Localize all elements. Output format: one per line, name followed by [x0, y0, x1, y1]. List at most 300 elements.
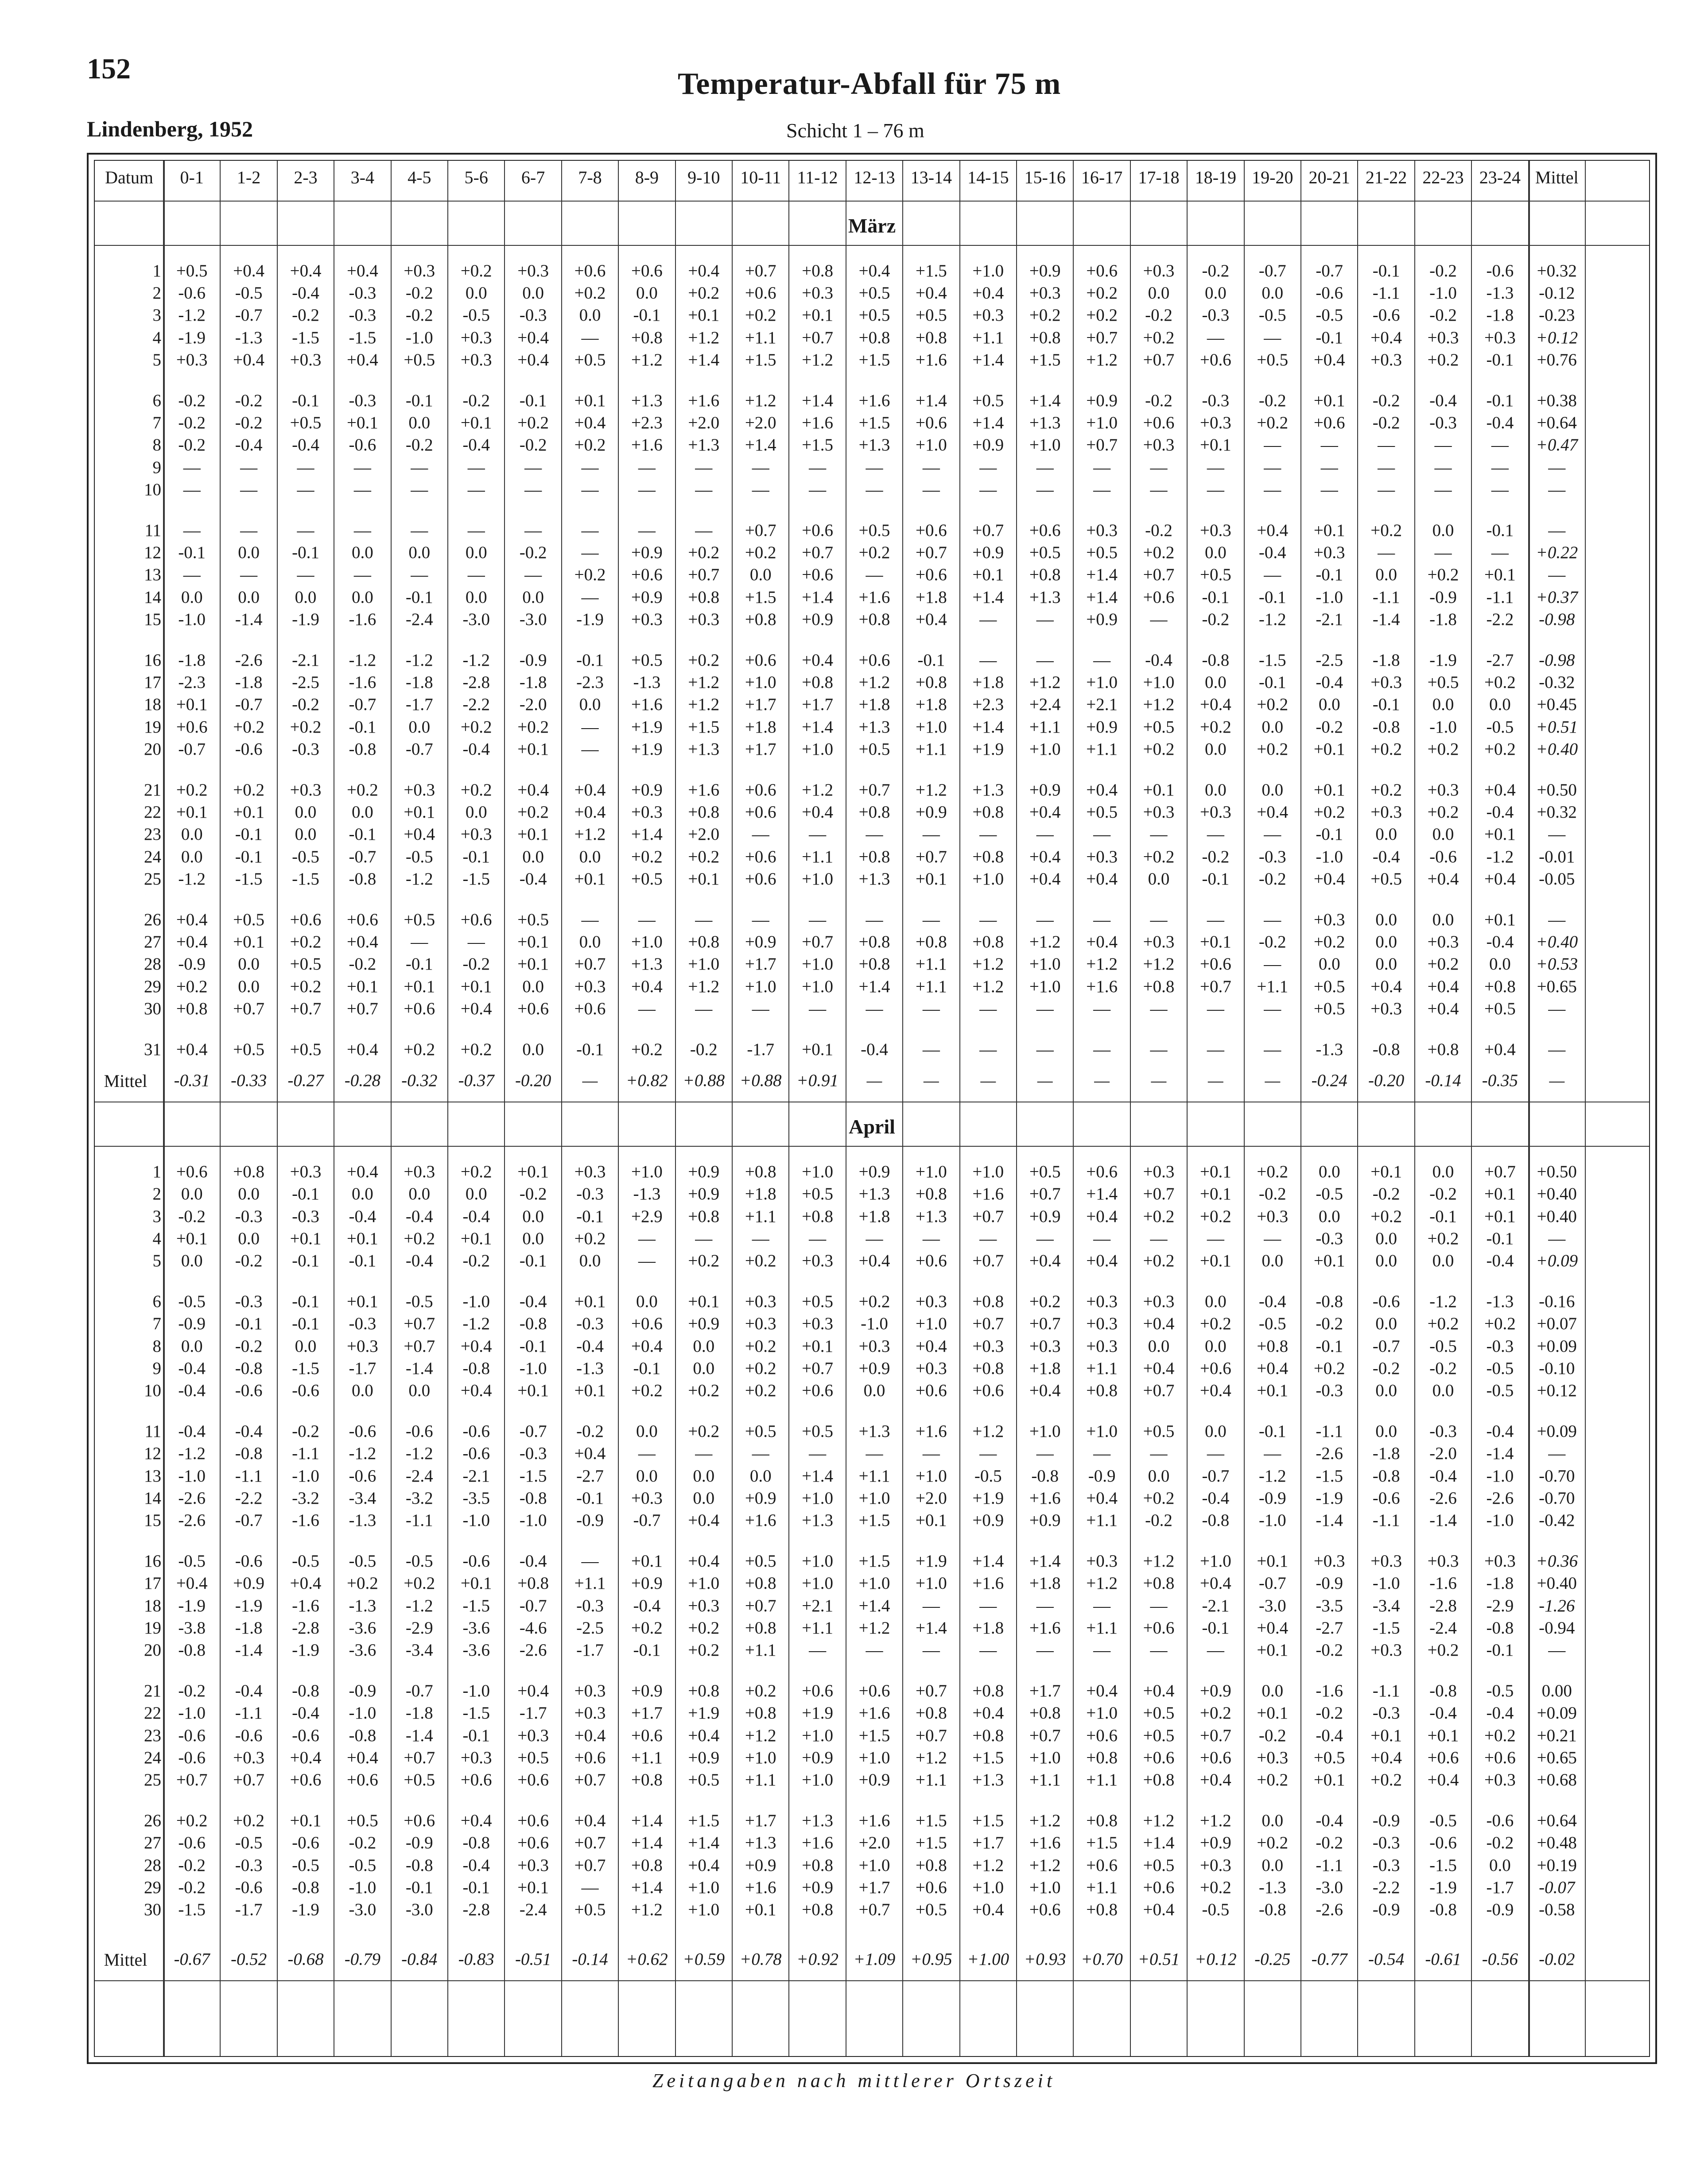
table-cell: +0.8	[802, 1855, 833, 1875]
table-cell: -0.4	[405, 1207, 433, 1226]
table-cell: 0.0	[1375, 910, 1397, 929]
table-cell: +0.2	[176, 780, 208, 799]
table-cell: -1.8	[405, 673, 433, 692]
table-cell: +0.07	[1537, 1314, 1577, 1334]
table-cell: —	[1036, 1596, 1054, 1615]
table-cell: +1.0	[802, 869, 833, 889]
table-cell: -0.1	[1486, 391, 1514, 410]
header-hour: 8-9	[635, 167, 659, 187]
table-cell: +0.4	[176, 1574, 208, 1593]
table-cell: +1.4	[858, 977, 890, 996]
table-cell: -0.7	[349, 847, 377, 866]
table-cell: +0.4	[290, 1748, 322, 1767]
table-cell: +2.0	[688, 825, 720, 844]
table-cell: +0.1	[688, 869, 720, 889]
table-cell: -0.16	[1539, 1292, 1575, 1311]
table-cell: -0.1	[235, 825, 263, 844]
table-cell: -1.5	[292, 1358, 319, 1378]
row-date: 31	[144, 1040, 161, 1059]
table-cell: +0.3	[1257, 1207, 1289, 1226]
table-cell: -1.2	[1258, 1466, 1286, 1486]
table-cell: —	[1036, 480, 1054, 499]
table-cell: +0.1	[517, 1381, 549, 1400]
table-cell: -0.2	[178, 1681, 206, 1701]
table-cell: -0.98	[1539, 609, 1575, 629]
table-cell: +0.1	[1143, 780, 1175, 799]
table-cell: -0.2	[1372, 413, 1400, 433]
table-cell: -0.2	[292, 695, 319, 714]
table-cell: -0.1	[1202, 1618, 1230, 1637]
table-cell: +0.2	[233, 1811, 264, 1831]
table-cell: +0.2	[1029, 1292, 1061, 1311]
table-cell: +0.6	[517, 1833, 549, 1853]
table-cell: -0.5	[292, 1855, 319, 1875]
table-cell: -0.6	[178, 283, 206, 303]
table-cell: -1.0	[519, 1358, 547, 1378]
row-date: 29	[144, 977, 161, 996]
table-cell: —	[1207, 328, 1224, 347]
table-cell: +0.40	[1536, 932, 1578, 952]
table-cell: -2.8	[462, 1900, 490, 1919]
table-cell: -0.9	[405, 1833, 433, 1853]
table-cell: +0.1	[517, 825, 549, 844]
table-cell: +0.3	[460, 328, 492, 347]
table-cell: -1.0	[349, 1703, 377, 1723]
table-cell: +0.3	[972, 306, 1004, 325]
table-cell: 0.0	[181, 1184, 203, 1204]
table-cell: —	[1548, 1641, 1566, 1660]
table-cell: -0.4	[292, 283, 319, 303]
table-cell: 0.0	[522, 847, 544, 866]
row-date: 9	[152, 1358, 161, 1378]
row-date: 1	[152, 261, 161, 280]
table-cell: +0.7	[972, 1314, 1004, 1334]
table-cell: +0.9	[972, 1511, 1004, 1530]
mean-cell: +0.78	[739, 1950, 782, 1969]
table-cell: —	[866, 825, 883, 844]
header-hour: 23-24	[1479, 167, 1521, 187]
table-cell: -0.1	[462, 1726, 490, 1745]
page-title: Temperatur-Abfall für 75 m	[678, 67, 1061, 101]
table-cell: -0.1	[1258, 1422, 1286, 1441]
table-cell: -0.1	[1486, 1229, 1514, 1248]
mean-cell: -0.20	[515, 1071, 551, 1090]
table-cell: +0.5	[574, 1900, 606, 1919]
table-cell: —	[1434, 480, 1452, 499]
table-cell: +0.5	[1086, 803, 1118, 822]
table-cell: -0.5	[1486, 1681, 1514, 1701]
table-cell: +0.22	[1536, 543, 1578, 563]
mean-cell: -0.25	[1254, 1950, 1291, 1969]
table-cell: +0.3	[517, 261, 549, 280]
table-cell: +1.8	[858, 1207, 890, 1226]
table-cell: —	[866, 910, 883, 929]
table-cell: -0.1	[235, 847, 263, 866]
table-cell: +0.2	[688, 651, 720, 670]
table-cell: +1.3	[972, 780, 1004, 799]
table-cell: +0.2	[745, 1381, 776, 1400]
table-cell: +0.1	[1200, 1184, 1231, 1204]
table-cell: -0.2	[292, 306, 319, 325]
table-cell: +0.6	[460, 1770, 492, 1789]
table-cell: -0.8	[462, 1358, 490, 1378]
table-cell: -0.8	[1031, 1466, 1059, 1486]
table-cell: -1.0	[462, 1681, 490, 1701]
table-cell: -0.2	[178, 435, 206, 455]
table-cell: +0.8	[631, 1855, 663, 1875]
mean-cell: +0.93	[1024, 1950, 1066, 1969]
table-cell: -0.1	[1372, 695, 1400, 714]
table-cell: -0.2	[1429, 261, 1457, 280]
table-cell: +1.2	[688, 977, 720, 996]
table-cell: 0.0	[749, 565, 772, 585]
table-cell: -0.5	[178, 1552, 206, 1571]
table-cell: —	[752, 458, 769, 477]
table-cell: -0.2	[405, 283, 433, 303]
table-cell: +0.7	[916, 847, 947, 866]
table-cell: +0.5	[858, 283, 890, 303]
table-cell: +1.9	[688, 1703, 720, 1723]
table-cell: 0.0	[181, 587, 203, 607]
table-cell: -0.1	[519, 391, 547, 410]
table-cell: -0.70	[1539, 1488, 1575, 1508]
table-cell: -0.1	[576, 1040, 604, 1059]
table-cell: —	[467, 521, 485, 540]
table-cell: -1.0	[178, 1466, 206, 1486]
table-cell: -2.6	[1316, 1900, 1343, 1919]
header-hour: 1-2	[237, 167, 261, 187]
table-cell: +0.6	[1427, 1748, 1459, 1767]
table-cell: +0.7	[1086, 435, 1118, 455]
table-cell: +0.8	[1086, 1811, 1118, 1831]
table-cell: -0.7	[178, 739, 206, 759]
table-cell: -0.1	[1486, 1641, 1514, 1660]
table-cell: +0.5	[916, 1900, 947, 1919]
table-cell: —	[1491, 480, 1509, 499]
table-cell: —	[752, 480, 769, 499]
table-cell: -0.5	[974, 1466, 1002, 1486]
row-date: 23	[144, 1726, 161, 1745]
table-cell: +0.6	[745, 869, 776, 889]
table-cell: -0.6	[235, 1726, 263, 1745]
table-cell: —	[1264, 1444, 1281, 1463]
table-cell: -0.4	[633, 1596, 661, 1615]
table-cell: +0.9	[858, 1770, 890, 1789]
table-cell: +2.1	[1086, 695, 1118, 714]
table-cell: -0.3	[1372, 1703, 1400, 1723]
table-cell: +0.2	[1143, 847, 1175, 866]
table-cell: +0.9	[916, 803, 947, 822]
mean-cell: -0.14	[572, 1950, 608, 1969]
table-cell: -1.0	[462, 1511, 490, 1530]
table-cell: -0.1	[633, 306, 661, 325]
table-cell: -0.8	[1372, 1040, 1400, 1059]
table-cell: +1.6	[1029, 1833, 1061, 1853]
table-cell: -3.0	[519, 609, 547, 629]
table-cell: —	[1150, 1040, 1168, 1059]
table-cell: +2.3	[972, 695, 1004, 714]
table-cell: -1.4	[235, 1641, 263, 1660]
table-cell: +1.3	[1029, 587, 1061, 607]
table-cell: +1.7	[972, 1833, 1004, 1853]
table-cell: +0.7	[233, 999, 264, 1018]
table-cell: -0.1	[1258, 587, 1286, 607]
table-cell: +0.4	[347, 1162, 378, 1182]
table-cell: +1.4	[1086, 587, 1118, 607]
mean-cell: -0.02	[1539, 1950, 1575, 1969]
header-hour: 11-12	[797, 167, 838, 187]
table-cell: +1.6	[688, 780, 720, 799]
table-cell: +1.0	[1029, 1878, 1061, 1897]
table-cell: -0.4	[1486, 1251, 1514, 1270]
table-cell: -1.7	[747, 1040, 775, 1059]
table-cell: -1.9	[292, 609, 319, 629]
table-cell: +0.4	[1143, 1900, 1175, 1919]
table-cell: —	[1093, 651, 1111, 670]
table-cell: -0.3	[235, 1207, 263, 1226]
table-cell: +1.5	[745, 350, 776, 369]
row-date: 25	[144, 869, 161, 889]
table-cell: —	[979, 458, 997, 477]
table-cell: +0.40	[1536, 739, 1578, 759]
table-cell: +0.5	[1313, 1748, 1345, 1767]
table-cell: -0.2	[235, 391, 263, 410]
table-cell: -0.3	[1429, 1422, 1457, 1441]
table-cell: —	[1207, 1229, 1224, 1248]
table-cell: -1.3	[1486, 1292, 1514, 1311]
row-date: 5	[152, 1251, 161, 1270]
row-date: 10	[144, 1381, 161, 1400]
table-cell: +1.6	[631, 435, 663, 455]
table-cell: +0.2	[1427, 1641, 1459, 1660]
table-cell: +0.8	[1086, 1381, 1118, 1400]
table-cell: -2.3	[576, 673, 604, 692]
table-cell: +0.09	[1537, 1336, 1577, 1356]
table-cell: 0.0	[352, 587, 373, 607]
table-cell: +1.5	[916, 1833, 947, 1853]
table-cell: -0.1	[1258, 673, 1286, 692]
mean-cell: +0.88	[683, 1071, 725, 1090]
table-cell: +0.9	[858, 1162, 890, 1182]
table-cell: +0.1	[1257, 1703, 1289, 1723]
table-cell: +1.2	[1029, 1855, 1061, 1875]
header-hour: 22-23	[1422, 167, 1464, 187]
table-cell: —	[979, 910, 997, 929]
table-cell: +1.6	[688, 391, 720, 410]
table-cell: +0.2	[631, 1618, 663, 1637]
table-cell: +1.8	[745, 1184, 776, 1204]
table-cell: +0.2	[1143, 328, 1175, 347]
mean-cell: +0.62	[626, 1950, 668, 1969]
table-cell: +0.8	[688, 1681, 720, 1701]
table-cell: +0.4	[460, 1336, 492, 1356]
table-cell: +1.1	[631, 1748, 663, 1767]
table-cell: -1.4	[1372, 609, 1400, 629]
table-cell: +1.1	[1086, 1770, 1118, 1789]
table-cell: +0.1	[1484, 1184, 1516, 1204]
table-cell: +1.5	[858, 350, 890, 369]
table-cell: +0.3	[1370, 350, 1402, 369]
table-cell: —	[809, 825, 827, 844]
table-cell: +0.2	[1370, 739, 1402, 759]
header-hour: 7-8	[578, 167, 602, 187]
table-cell: +0.5	[858, 739, 890, 759]
table-cell: 0.0	[181, 1336, 203, 1356]
table-cell: +0.9	[688, 1162, 720, 1182]
table-cell: -0.2	[178, 1878, 206, 1897]
table-cell: +0.2	[745, 1336, 776, 1356]
table-cell: +0.3	[1370, 673, 1402, 692]
row-date: 27	[144, 1833, 161, 1853]
table-cell: -2.1	[292, 651, 319, 670]
table-cell: —	[467, 932, 485, 952]
table-cell: +0.9	[858, 1358, 890, 1378]
table-cell: 0.0	[1318, 954, 1340, 974]
row-date: 24	[144, 847, 161, 866]
table-cell: -2.5	[576, 1618, 604, 1637]
table-cell: +1.2	[631, 1900, 663, 1919]
table-cell: +0.7	[802, 328, 833, 347]
table-cell: +0.5	[404, 910, 435, 929]
table-cell: +0.3	[745, 1292, 776, 1311]
table-cell: -0.6	[178, 1748, 206, 1767]
table-cell: +0.3	[1484, 1770, 1516, 1789]
table-cell: +0.2	[1086, 283, 1118, 303]
table-cell: +0.4	[574, 1444, 606, 1463]
table-cell: —	[979, 1040, 997, 1059]
table-cell: -0.2	[1145, 306, 1172, 325]
table-cell: —	[695, 458, 713, 477]
table-cell: +0.9	[972, 543, 1004, 563]
table-cell: 0.0	[1205, 739, 1227, 759]
table-cell: 0.0	[295, 803, 317, 822]
row-date: 29	[144, 1878, 161, 1897]
table-cell: +0.8	[1029, 328, 1061, 347]
table-cell: -2.6	[235, 651, 263, 670]
table-cell: -0.6	[1486, 1811, 1514, 1831]
table-cell: 0.0	[238, 1229, 260, 1248]
table-cell: +0.32	[1537, 261, 1577, 280]
table-cell: —	[524, 458, 542, 477]
table-cell: -0.3	[576, 1314, 604, 1334]
table-cell: —	[297, 480, 314, 499]
layer-label: Schicht 1 – 76 m	[786, 119, 924, 142]
table-cell: -0.07	[1539, 1878, 1575, 1897]
table-cell: 0.0	[636, 1292, 658, 1311]
table-cell: +0.9	[1200, 1833, 1231, 1853]
table-cell: +0.1	[916, 1511, 947, 1530]
table-cell: —	[809, 1444, 827, 1463]
table-cell: +1.3	[858, 1422, 890, 1441]
row-date: 7	[152, 1314, 161, 1334]
table-cell: —	[1150, 1596, 1168, 1615]
table-cell: 0.0	[238, 543, 260, 563]
table-cell: +0.3	[1427, 1552, 1459, 1571]
table-cell: -0.8	[235, 1358, 263, 1378]
table-cell: +1.2	[972, 954, 1004, 974]
table-cell: -1.26	[1539, 1596, 1575, 1615]
table-cell: -2.6	[1429, 1488, 1457, 1508]
table-cell: —	[1093, 480, 1111, 499]
table-cell: +0.1	[1313, 391, 1345, 410]
table-cell: +1.9	[631, 717, 663, 737]
table-cell: -2.6	[178, 1488, 206, 1508]
table-cell: +0.2	[574, 565, 606, 585]
table-cell: +0.4	[517, 1681, 549, 1701]
table-cell: 0.0	[522, 283, 544, 303]
table-cell: —	[1150, 910, 1168, 929]
table-cell: +1.1	[916, 739, 947, 759]
table-cell: +0.2	[688, 1641, 720, 1660]
table-cell: -0.8	[519, 1488, 547, 1508]
table-cell: -1.2	[178, 869, 206, 889]
table-cell: +1.1	[1086, 1878, 1118, 1897]
mean-cell: +0.92	[796, 1950, 838, 1969]
table-cell: +0.3	[1427, 932, 1459, 952]
table-cell: +1.5	[972, 1748, 1004, 1767]
table-cell: +0.2	[460, 717, 492, 737]
table-cell: -1.5	[1258, 651, 1286, 670]
table-cell: -0.2	[1429, 1184, 1457, 1204]
table-cell: +0.8	[858, 932, 890, 952]
table-cell: +0.5	[802, 1184, 833, 1204]
table-cell: -0.5	[1486, 1358, 1514, 1378]
table-cell: 0.0	[579, 306, 601, 325]
table-cell: +1.9	[916, 1552, 947, 1571]
table-cell: -0.6	[1429, 847, 1457, 866]
table-cell: —	[1264, 954, 1281, 974]
table-cell: +0.3	[404, 780, 435, 799]
table-cell: +0.1	[1257, 1641, 1289, 1660]
table-cell: -0.2	[1145, 391, 1172, 410]
table-cell: -0.2	[462, 391, 490, 410]
table-cell: +0.2	[1200, 1314, 1231, 1334]
table-cell: -1.1	[1316, 1422, 1343, 1441]
table-cell: -3.0	[349, 1900, 377, 1919]
table-cell: -3.0	[1316, 1878, 1343, 1897]
table-cell: 0.0	[1375, 825, 1397, 844]
mean-cell: +0.88	[739, 1071, 782, 1090]
table-cell: +0.2	[1313, 1358, 1345, 1378]
table-cell: 0.0	[465, 543, 487, 563]
table-cell: -0.7	[519, 1422, 547, 1441]
table-cell: +0.2	[1370, 1207, 1402, 1226]
table-cell: —	[353, 521, 371, 540]
table-cell: +0.1	[290, 1811, 322, 1831]
table-cell: +1.6	[858, 391, 890, 410]
table-cell: 0.0	[693, 1336, 715, 1356]
table-cell: -2.0	[1429, 1444, 1457, 1463]
table-cell: +0.8	[745, 609, 776, 629]
table-cell: —	[1036, 825, 1054, 844]
table-cell: +1.3	[802, 1811, 833, 1831]
table-cell: +0.3	[1143, 1162, 1175, 1182]
table-cell: +0.4	[802, 803, 833, 822]
table-cell: 0.0	[238, 977, 260, 996]
table-cell: -0.2	[462, 1251, 490, 1270]
table-cell: -0.6	[235, 739, 263, 759]
table-cell: +0.7	[290, 999, 322, 1018]
table-cell: +1.9	[972, 739, 1004, 759]
table-cell: -1.5	[292, 869, 319, 889]
table-cell: +0.4	[517, 350, 549, 369]
row-date: 18	[144, 1596, 161, 1615]
table-cell: —	[1264, 328, 1281, 347]
table-cell: —	[353, 458, 371, 477]
table-cell: +0.65	[1537, 977, 1577, 996]
table-cell: +0.3	[1313, 1552, 1345, 1571]
table-cell: +0.2	[688, 1422, 720, 1441]
